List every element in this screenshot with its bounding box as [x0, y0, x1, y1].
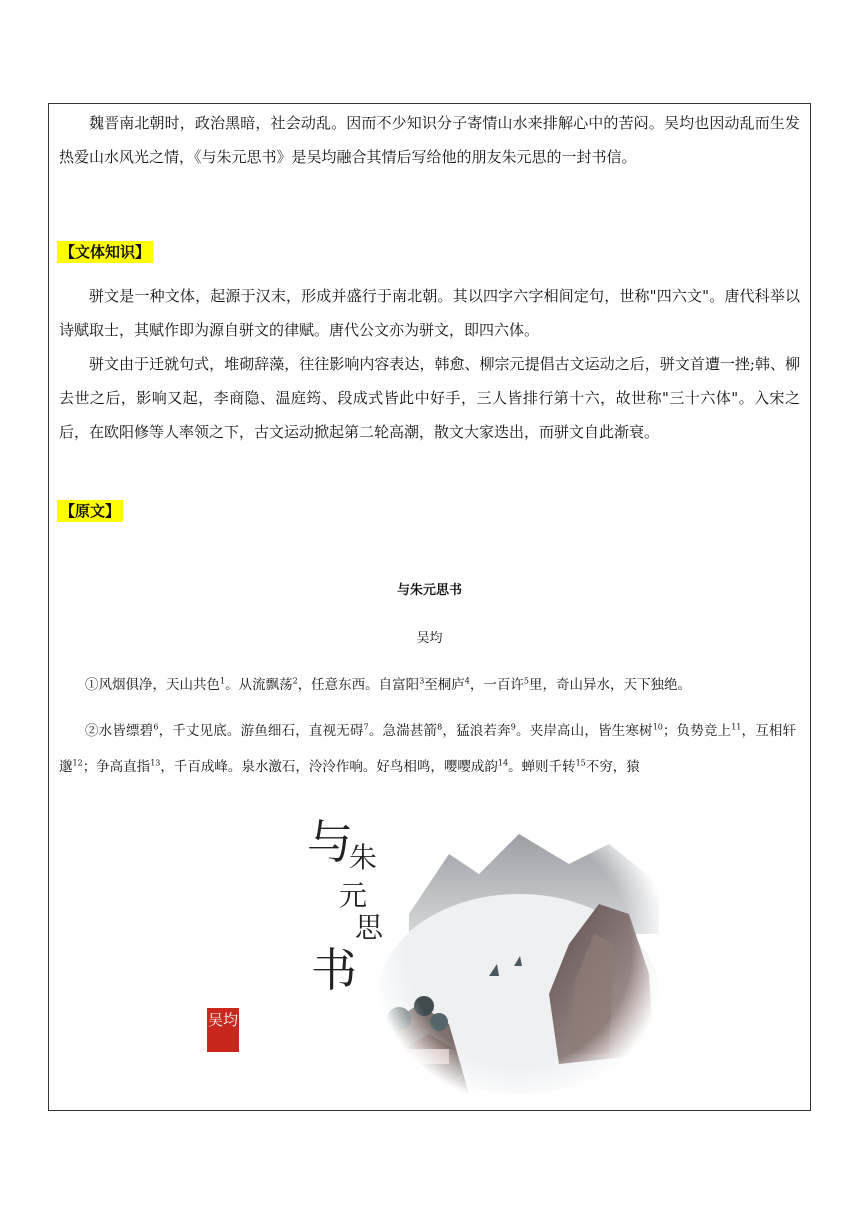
- poem-text-run: ①风烟俱净，天山共色: [85, 677, 220, 693]
- footnote-marker[interactable]: 7: [363, 722, 369, 732]
- poem-text-run: ，猛浪若奔: [442, 723, 511, 739]
- poem-text-run: ②水皆缥碧: [85, 723, 154, 739]
- poem-paragraph-2: [59, 713, 796, 785]
- content-frame: [48, 103, 811, 1111]
- footnote-marker[interactable]: 2: [292, 676, 298, 686]
- calligraphy-char: 元: [339, 879, 368, 912]
- poem-text-run: 。从流飘荡: [225, 677, 293, 693]
- intro-paragraph: 魏晋南北朝时，政治黑暗，社会动乱。因而不少知识分子寄情山水来排解心中的苦闷。吴均也因动乱而生发热爱山水风光之情，《与朱元思书》是吴均融合其情后写给他的朋友朱元思的一封书信。: [59, 114, 800, 166]
- footnote-marker[interactable]: 8: [437, 722, 443, 732]
- author-seal: 吴均: [207, 1008, 239, 1052]
- poem-text-run: 里，奇山异水，天下独绝。: [528, 677, 691, 693]
- poem-text-run: 至桐庐: [424, 677, 465, 693]
- poem-text-run: ，千百成峰。泉水激石，泠泠作响。好鸟相鸣，嘤嘤成韵: [160, 759, 498, 775]
- footnote-marker[interactable]: 5: [523, 676, 529, 686]
- calligraphy-char: 思: [355, 911, 384, 944]
- poem-text-run: ；争高直指: [82, 759, 151, 775]
- poem-text-run: 不穷，猿: [585, 759, 640, 775]
- footnote-marker[interactable]: 11: [731, 722, 742, 732]
- poem-text-run: ，一百许: [469, 677, 524, 693]
- footnote-marker[interactable]: 9: [510, 722, 516, 732]
- footnote-marker[interactable]: 13: [150, 758, 161, 768]
- poem-title: 与朱元思书: [396, 583, 462, 598]
- calligraphy-char: 与: [307, 815, 353, 869]
- poem-text-run: 。急湍甚箭: [368, 723, 438, 739]
- style-paragraph-1: 骈文是一种文体，起源于汉末，形成并盛行于南北朝。其以四字六字相间定句，世称"四六文"。唐代科举以诗赋取士，其赋作即为源自骈文的律赋。唐代公文亦为骈文，即四六体。: [59, 287, 800, 339]
- poem-text-run: 。蝉则千转: [508, 759, 576, 775]
- style-section-label: 【文体知识】: [57, 241, 153, 263]
- poem-author: 吴均: [416, 631, 443, 646]
- footnote-marker[interactable]: 3: [419, 676, 425, 686]
- footnote-marker[interactable]: 6: [153, 722, 159, 732]
- footnote-marker[interactable]: 10: [652, 722, 663, 732]
- footnote-marker[interactable]: 15: [575, 758, 586, 768]
- landscape-illustration: [239, 794, 709, 1104]
- style-paragraph-2: 骈文由于迁就句式，堆砌辞藻，往往影响内容表达，韩愈、柳宗元提倡古文运动之后，骈文首遭一挫;韩、柳去世之后，影响又起，李商隐、温庭筠、段成式皆此中好手，三人皆排行第十六，故世称"三十六体"。入宋之后，在欧阳修等人率领之下，古文运动掀起第二轮高潮，散文大家迭出，而骈文自此渐衰。: [59, 355, 800, 441]
- calligraphy-char: 朱: [349, 841, 378, 874]
- poem-text-run: ，千丈见底。游鱼细石，直视无碍: [158, 723, 364, 739]
- poem-text-run: ，互相轩邈: [59, 723, 797, 775]
- poem-text-run: 。夹岸高山，皆生寒树: [515, 723, 653, 739]
- footnote-marker[interactable]: 4: [464, 676, 470, 686]
- calligraphy-char: 书: [311, 943, 357, 997]
- poem-text-run: ，任意东西。自富阳: [297, 677, 420, 693]
- footnote-marker[interactable]: 1: [220, 676, 226, 686]
- poem-paragraph-1: [59, 667, 796, 703]
- footnote-marker[interactable]: 14: [497, 758, 509, 768]
- footnote-marker[interactable]: 12: [72, 758, 83, 768]
- poem-text-run: ；负势竞上: [662, 723, 732, 739]
- text-section-label: 【原文】: [57, 500, 123, 522]
